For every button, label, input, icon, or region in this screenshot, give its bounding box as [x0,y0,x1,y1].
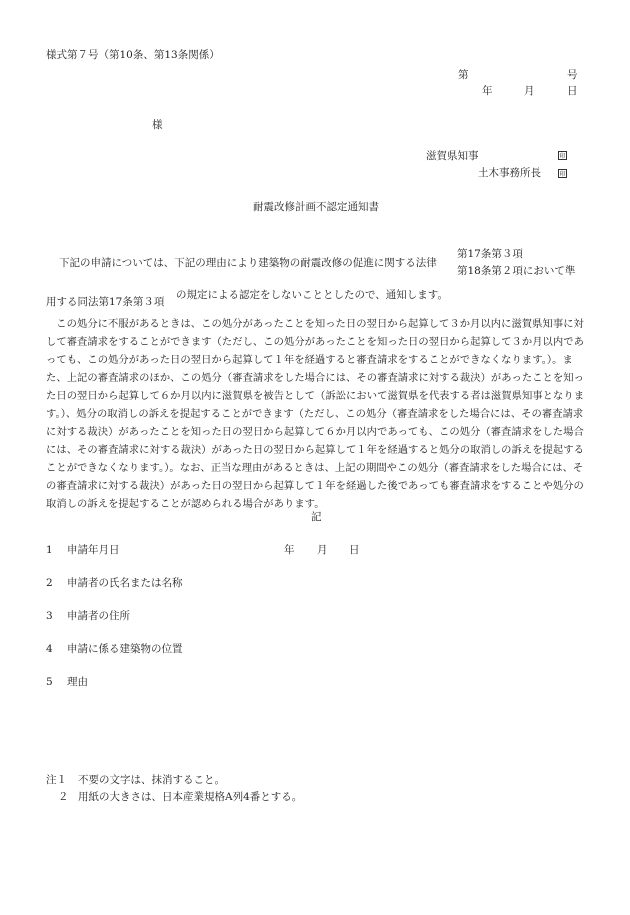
item-number: 1 [46,544,53,556]
item-number: 4 [46,643,53,655]
note-number: 注１ [46,774,67,786]
form-number: 様式第７号（第10条、第13条関係） [46,49,220,61]
intro-alt-lower: 第18条第２項において準 [457,265,576,277]
note-text: 用紙の大きさは、日本産業規格A列4番とする。 [78,791,303,803]
issuer-office-head: 土木事務所長 [478,167,541,179]
item-number: 2 [46,577,53,589]
document-number-suffix: 号 [567,69,578,81]
intro-lead: 下記の申請については、下記の理由により建築物の耐震改修の促進に関する法律 [59,257,437,269]
note-number: ２ [58,791,69,803]
issuer-governor: 滋賀県知事 [426,150,479,162]
addressee-suffix: 様 [152,119,163,131]
item1-date-month: 月 [317,544,328,556]
item-label: 申請者の氏名または名称 [67,577,183,589]
item1-date-year: 年 [284,544,295,556]
ki-heading: 記 [311,511,322,523]
intro-continuation: の規定による認定をしないこととしたので、通知します。 [176,289,448,301]
note-text: 不要の文字は、抹消すること。 [78,774,225,786]
item-label: 理由 [67,676,88,688]
issue-date-month: 月 [524,85,535,97]
issue-date-year: 年 [482,85,493,97]
item1-date-day: 日 [349,544,360,556]
item-number: 5 [46,676,53,688]
item-number: 3 [46,610,53,622]
item-label: 申請に係る建築物の位置 [67,643,183,655]
item-label: 申請者の住所 [67,610,130,622]
document-title: 耐震改修計画不認定通知書 [253,201,379,213]
seal-mark: 印 [559,153,566,160]
seal-mark: 印 [559,171,566,178]
appeal-notice: この処分に不服があるときは、この処分があったことを知った日の翌日から起算して３か月以内に滋賀県知事に対して審査請求をすることができます（ただし、この処分があったことを知った日の翌日から起算して３か月以内であっても、この処分があった日の翌日から起算して１年を経過すると審査請求をすることができなくなります。）。また、上記の審査請求のほか、この処分（審査請求をした場合には、その審査請求に対する裁決）があったことを知った日の翌日から起算して６か月以内に滋賀県を被告として（訴訟において滋賀県を代表する者は滋賀県知事となります。）、処分の取消しの訴えを提起することができます（ただし、この処分（審査請求をした場合には、その審査請求に対する裁決）があったことを知った日の翌日から起算して６か月以内であっても、この処分（審査請求をした場合には、その審査請求に対する裁決）があった日の翌日から起算して１年を経過すると処分の取消しの訴えを提起することができなくなります。）。なお、正当な理由があるときは、上記の期間やこの処分（審査請求をした場合には、その審査請求に対する裁決）があった日の翌日から起算して１年を経過した後であっても審査請求をすることや処分の取消しの訴えを提起することが認められる場合があります。 [46,318,585,510]
issue-date-day: 日 [567,85,578,97]
item-label: 申請年月日 [67,544,120,556]
document-number-prefix: 第 [458,69,469,81]
intro-continuation-alt: 用する同法第17条第３項 [46,296,165,308]
intro-alt-upper: 第17条第３項 [457,248,523,260]
